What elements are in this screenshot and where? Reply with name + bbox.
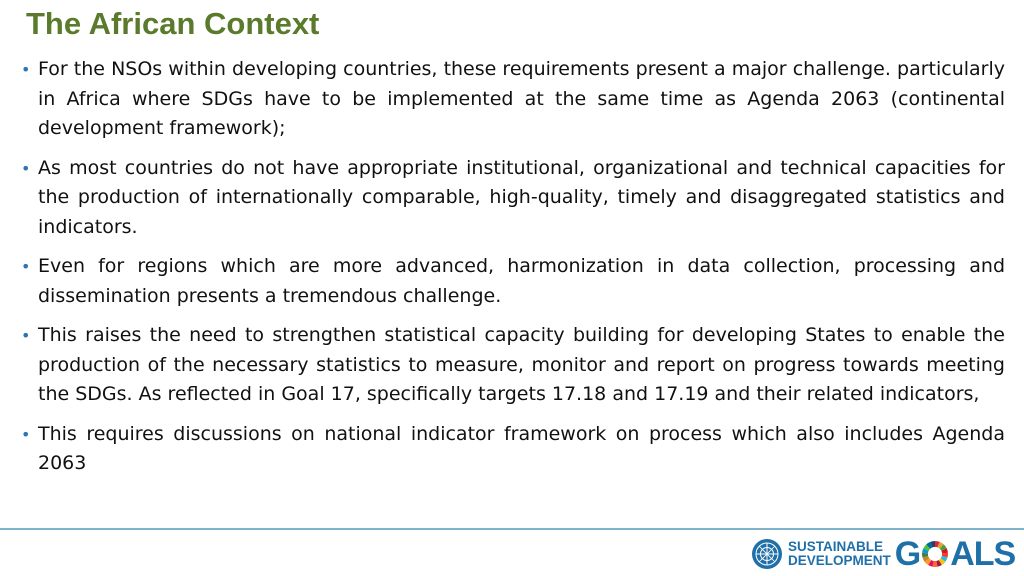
goals-wordmark: [895, 535, 1015, 574]
bullet-dot-icon: •: [21, 326, 31, 345]
bullet-dot-icon: •: [21, 60, 31, 79]
logo-line-sustainable: SUSTAINABLE: [788, 539, 884, 554]
bullet-text: As most countries do not have appropriate institutional, organizational and technical capacities for the production of internationally comparable, high-quality, timely and disaggregated statistics and indicators.: [38, 156, 1005, 238]
bullet-dot-icon: •: [21, 257, 31, 276]
bullet-text: This requires discussions on national indicator framework on process which also includes Agenda 2063: [38, 422, 1005, 474]
bullet-text: This raises the need to strengthen statistical capacity building for developing States to enable the production of the necessary statistics to measure, monitor and report on progress towards meeting the SDGs. As reflected in Goal 17, specifically targets 17.18 and 17.19 and their related indicators,: [38, 324, 1005, 405]
bullet-text: For the NSOs within developing countries, these requirements present a major challenge. particularly in Africa where SDGs have to be implemented at the same time as Agenda 2063 (continental development framework);: [38, 58, 1005, 139]
bullet-dot-icon: •: [21, 424, 31, 444]
goals-letter-g: G: [894, 534, 921, 573]
bullet-list: [20, 55, 1005, 489]
footer-divider: [0, 528, 1024, 530]
sdg-wordmark: [788, 540, 891, 568]
bullet-dot-icon: •: [21, 158, 31, 178]
bullet-item: [20, 55, 1005, 144]
slide-title: The African Context: [26, 6, 320, 41]
logo-line-development: DEVELOPMENT: [788, 553, 891, 568]
bullet-item: [20, 321, 1005, 410]
bullet-item: [20, 154, 1005, 243]
sdg-color-wheel-icon: [921, 540, 949, 568]
bullet-text: Even for regions which are more advanced, harmonization in data collection, processing and dissemination presents a tremendous challenge.: [38, 255, 1005, 307]
goals-letters-als: ALS: [950, 534, 1016, 573]
sdg-logo: [750, 534, 1016, 574]
bullet-item: [20, 252, 1005, 311]
bullet-item: [20, 420, 1005, 479]
un-emblem-icon: [750, 537, 784, 571]
